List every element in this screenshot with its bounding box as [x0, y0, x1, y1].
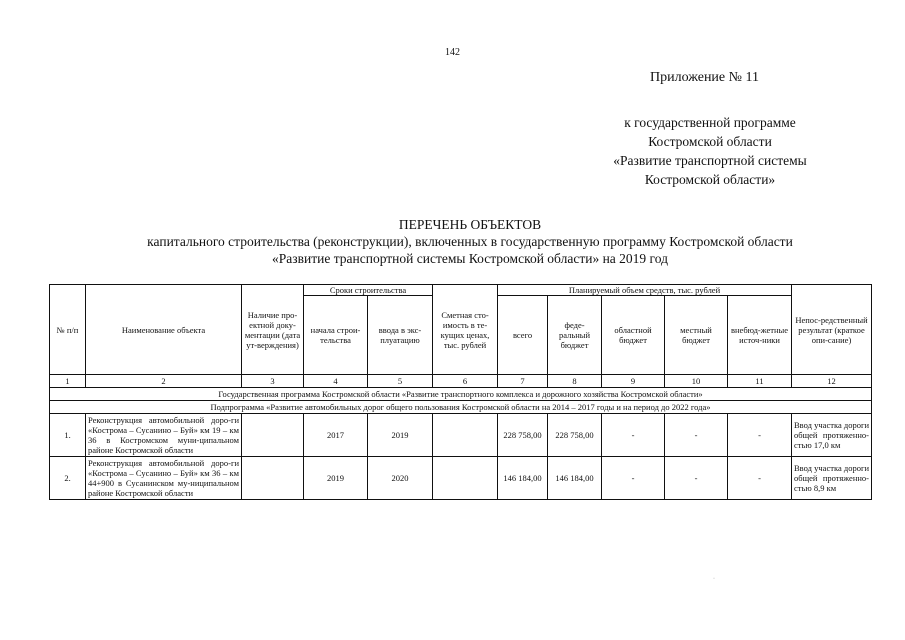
document-title: [40, 216, 900, 267]
header-estimate: Сметная сто-имость в те-кущих ценах, тыс. рублей: [433, 285, 498, 375]
title-subheading: капитального строительства (реконструкции), включенных в государственную программу Костромской области: [147, 234, 793, 249]
row-total: 228 758,00: [498, 414, 548, 457]
row-estimate: [433, 457, 498, 500]
program-reference: [560, 113, 860, 189]
program-reference-line: Костромской области»: [644, 172, 776, 187]
title-heading: ПЕРЕЧЕНЬ ОБЪЕКТОВ: [398, 217, 542, 232]
row-start: 2017: [304, 414, 368, 457]
subprogram-row-text: Подпрограмма «Развитие автомобильных дорог общего пользования Костромской области на 2014 – 2017 годы и на период до 2022 года»: [50, 401, 872, 414]
row-docs: [242, 414, 304, 457]
header-docs: Наличие про-ектной доку-ментации (дата ут-верждения): [242, 285, 304, 375]
column-number: 8: [548, 375, 602, 388]
header-start: начала строи-тельства: [304, 296, 368, 375]
row-extra: -: [728, 414, 792, 457]
row-federal: 146 184,00: [548, 457, 602, 500]
row-local: -: [665, 414, 728, 457]
row-result: Ввод участка дороги общей протяженно-стью 8,9 км: [792, 457, 872, 500]
column-number: 4: [304, 375, 368, 388]
row-docs: [242, 457, 304, 500]
column-number: 1: [50, 375, 86, 388]
row-federal: 228 758,00: [548, 414, 602, 457]
column-number: 3: [242, 375, 304, 388]
scan-speck: ·: [713, 576, 715, 582]
appendix-label: Приложение № 11: [650, 70, 759, 85]
header-extra: внебюд-жетные источ-ники: [728, 296, 792, 375]
header-volume-group: Планируемый объем средств, тыс. рублей: [498, 285, 792, 296]
table-row: [50, 457, 872, 500]
row-result: Ввод участка дороги общей протяженно-стью 17,0 км: [792, 414, 872, 457]
column-numbers-row: [50, 375, 872, 388]
header-regional: областной бюджет: [602, 296, 665, 375]
header-commission: ввода в экс-плуатацию: [368, 296, 433, 375]
row-regional: -: [602, 457, 665, 500]
row-local: -: [665, 457, 728, 500]
row-total: 146 184,00: [498, 457, 548, 500]
header-result: Непос-редственный результат (краткое опи-сание): [792, 285, 872, 375]
program-row-text: Государственная программа Костромской области «Развитие транспортного комплекса и дорожного хозяйства Костромской области»: [50, 388, 872, 401]
row-num: 2.: [50, 457, 86, 500]
row-num: 1.: [50, 414, 86, 457]
row-start: 2019: [304, 457, 368, 500]
column-number: 6: [433, 375, 498, 388]
row-name: Реконструкция автомобильной доро-ги «Кострома – Сусанино – Буй» км 19 – км 36 в Костромском муни-ципальном районе Костромской области: [86, 414, 242, 457]
header-terms-group: Сроки строительства: [304, 285, 433, 296]
column-number: 5: [368, 375, 433, 388]
column-number: 7: [498, 375, 548, 388]
column-number: 12: [792, 375, 872, 388]
row-commission: 2020: [368, 457, 433, 500]
row-regional: -: [602, 414, 665, 457]
page-number: 142: [445, 47, 460, 58]
table-header-row: [50, 285, 872, 296]
row-commission: 2019: [368, 414, 433, 457]
header-local: местный бюджет: [665, 296, 728, 375]
program-reference-line: к государственной программе: [624, 115, 796, 130]
header-total: всего: [498, 296, 548, 375]
table-row: [50, 414, 872, 457]
column-number: 10: [665, 375, 728, 388]
column-number: 11: [728, 375, 792, 388]
title-subheading: «Развитие транспортной системы Костромской области» на 2019 год: [272, 251, 668, 266]
header-num: № п/п: [50, 285, 86, 375]
header-federal: феде-ральный бюджет: [548, 296, 602, 375]
row-name: Реконструкция автомобильной доро-ги «Кострома – Сусанино – Буй» км 36 – км 44+900 в Сусанинском му-ниципальном районе Костромской области: [86, 457, 242, 500]
column-number: 9: [602, 375, 665, 388]
row-estimate: [433, 414, 498, 457]
objects-table: [49, 284, 872, 500]
program-row: [50, 388, 872, 401]
program-reference-line: «Развитие транспортной системы: [613, 153, 807, 168]
subprogram-row: [50, 401, 872, 414]
program-reference-line: Костромской области: [648, 134, 772, 149]
row-extra: -: [728, 457, 792, 500]
header-name: Наименование объекта: [86, 285, 242, 375]
column-number: 2: [86, 375, 242, 388]
